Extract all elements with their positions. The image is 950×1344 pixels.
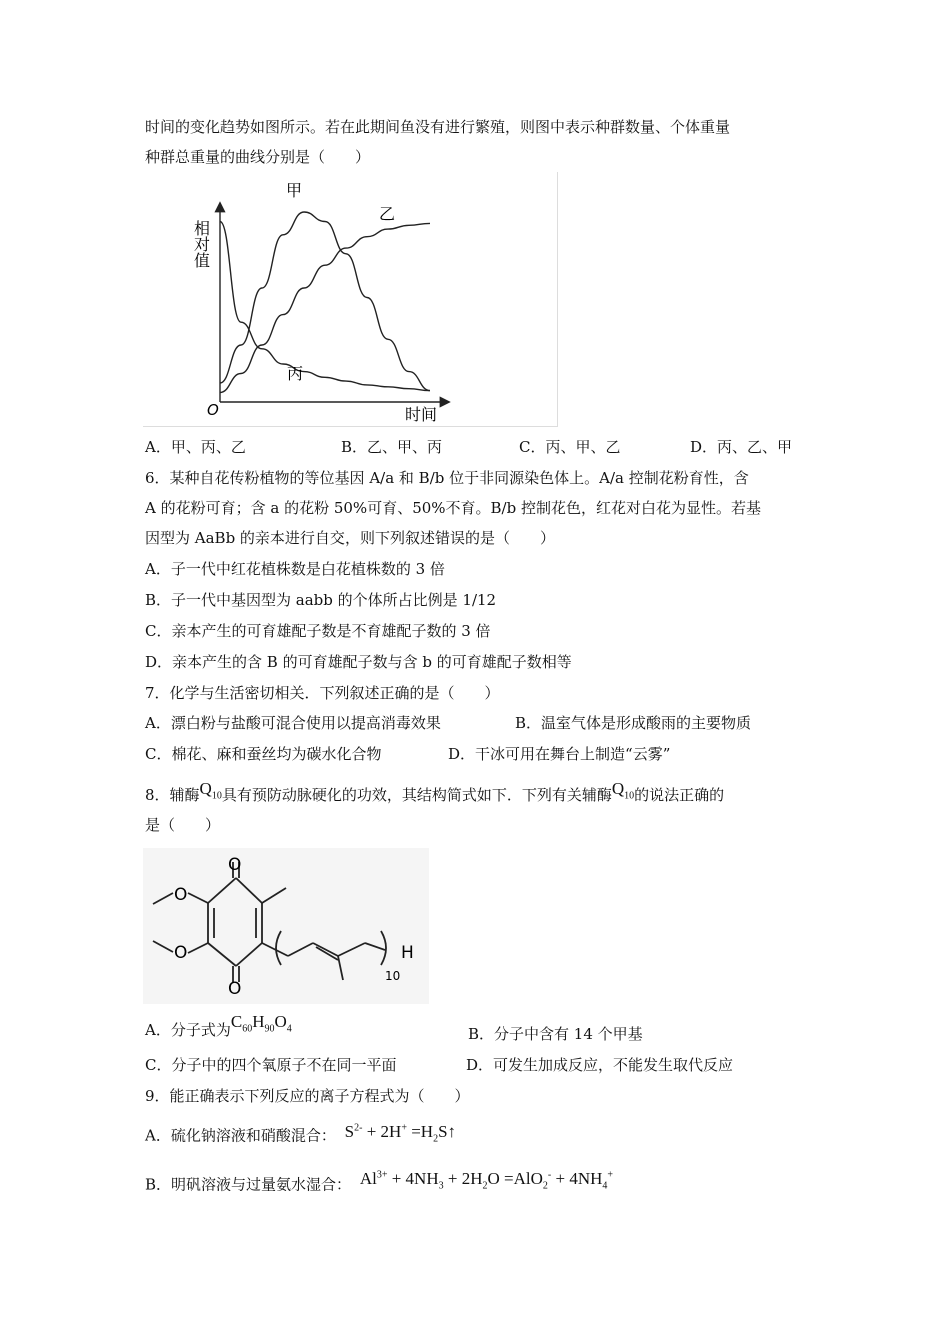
q9-stem: 9．能正确表示下列反应的离子方程式为（ ） [145, 1087, 470, 1105]
q9-option-b[interactable]: B．明矾溶液与过量氨水湿合： $Al^{3+} + 4NH_3 + 2H_2O =AlO_2^- + 4NH_4^+$ [145, 1168, 614, 1194]
x-axis-label: 时间 [405, 405, 438, 424]
structure-svg [143, 848, 429, 1004]
q8-stem-part2: 具有预防动脉硬化的功效，其结构简式如下．下列有关辅酶 [221, 786, 612, 804]
coenzyme-q10-structure [143, 848, 429, 1004]
y-axis-label: 相对值 [191, 220, 211, 268]
q6-option-c[interactable]: C．亲本产生的可育雄配子数是不育雄配子数的 3 倍 [145, 622, 491, 640]
svg-text:H: H [401, 943, 414, 963]
q5-option-d[interactable]: D．丙、乙、甲 [690, 438, 793, 456]
q5-option-a[interactable]: A．甲、丙、乙 [145, 438, 246, 456]
q9-option-a[interactable]: A．硫化钠溶液和硝酸混合： $S^{2-} + 2H^+$ $=H_2S↑$ [145, 1121, 457, 1145]
svg-text:O: O [174, 885, 188, 905]
population-trend-chart [143, 172, 558, 427]
q8-option-b[interactable]: B．分子中含有 14 个甲基 [468, 1025, 643, 1043]
q7-option-b[interactable]: B．温室气体是形成酸雨的主要物质 [515, 714, 752, 732]
q7-option-a[interactable]: A．漂白粉与盐酸可混合使用以提高消毒效果 [145, 714, 441, 732]
q8-stem-part3: 的说法正确的 [634, 786, 725, 804]
svg-text:O: O [228, 979, 242, 999]
q6-stem-line2: A 的花粉可育；含 a 的花粉 50%可育、50%不育。B/b 控制花色，红花对白花为显性。若基 [145, 499, 761, 517]
question-5-stem-line1: 时间的变化趋势如图所示。若在此期间鱼没有进行繁殖，则图中表示种群数量、个体重量 [145, 118, 731, 136]
series-label-1: 甲 [286, 181, 303, 200]
svg-text:O: O [174, 943, 188, 963]
series-group [220, 181, 430, 393]
q8-option-a[interactable]: A．分子式为$C_{60}H_{90}O_4$ [145, 1012, 292, 1039]
series-label-3: 丙 [287, 363, 304, 383]
q7-option-d[interactable]: D．干冰可用在舞台上制造“云雾” [448, 745, 671, 763]
q6-option-a[interactable]: A．子一代中红花植株数是白花植株数的 3 倍 [145, 560, 445, 578]
q6-stem-line1: 6．某种自花传粉植物的等位基因 A/a 和 B/b 位于非同源染色体上。A/a 控制花粉育性，含 [145, 469, 749, 487]
q9-b-equation: $Al^{3+} + 4NH_3 + 2H_2O =AlO_2^- + 4NH_4^+$ [359, 1168, 614, 1192]
q6-option-b[interactable]: B．子一代中基因型为 aabb 的个体所占比例是 1/12 [145, 591, 497, 609]
q8-stem-line1 [145, 779, 725, 812]
chart-svg [143, 172, 557, 426]
coenzyme-q10-symbol-2: $Q_{10}$ [611, 779, 635, 802]
q8-stem-line2: 是（ ） [145, 816, 221, 834]
series-line-2 [220, 223, 430, 392]
svg-text:O: O [228, 855, 242, 875]
q7-option-c[interactable]: C．棉花、麻和蚕丝均为碳水化合物 [145, 745, 382, 763]
series-line-3 [220, 222, 430, 391]
series-label-2: 乙 [379, 204, 396, 224]
svg-text:10: 10 [385, 969, 401, 983]
q9-a-equation: $S^{2-} + 2H^+$ $=H_2S↑$ [344, 1121, 457, 1145]
q8-option-d[interactable]: D．可发生加成反应，不能发生取代反应 [466, 1056, 734, 1074]
q8-stem-part1: 8．辅酶 [145, 786, 200, 804]
origin-label: O [207, 401, 219, 419]
q6-stem-line3: 因型为 AaBb 的亲本进行自交，则下列叙述错误的是（ ） [145, 529, 555, 547]
q5-option-c[interactable]: C．丙、甲、乙 [519, 438, 621, 456]
question-5-stem-line2: 种群总重量的曲线分别是（ ） [145, 148, 371, 166]
series-line-1 [220, 212, 430, 391]
q6-option-d[interactable]: D．亲本产生的含 B 的可育雄配子数与含 b 的可育雄配子数相等 [145, 653, 572, 671]
q5-option-b[interactable]: B．乙、甲、丙 [341, 438, 443, 456]
coenzyme-q10-symbol: $Q_{10}$ [199, 779, 222, 802]
q7-stem: 7．化学与生活密切相关．下列叙述正确的是（ ） [145, 684, 500, 702]
q8-option-c[interactable]: C．分子中的四个氧原子不在同一平面 [145, 1056, 397, 1074]
